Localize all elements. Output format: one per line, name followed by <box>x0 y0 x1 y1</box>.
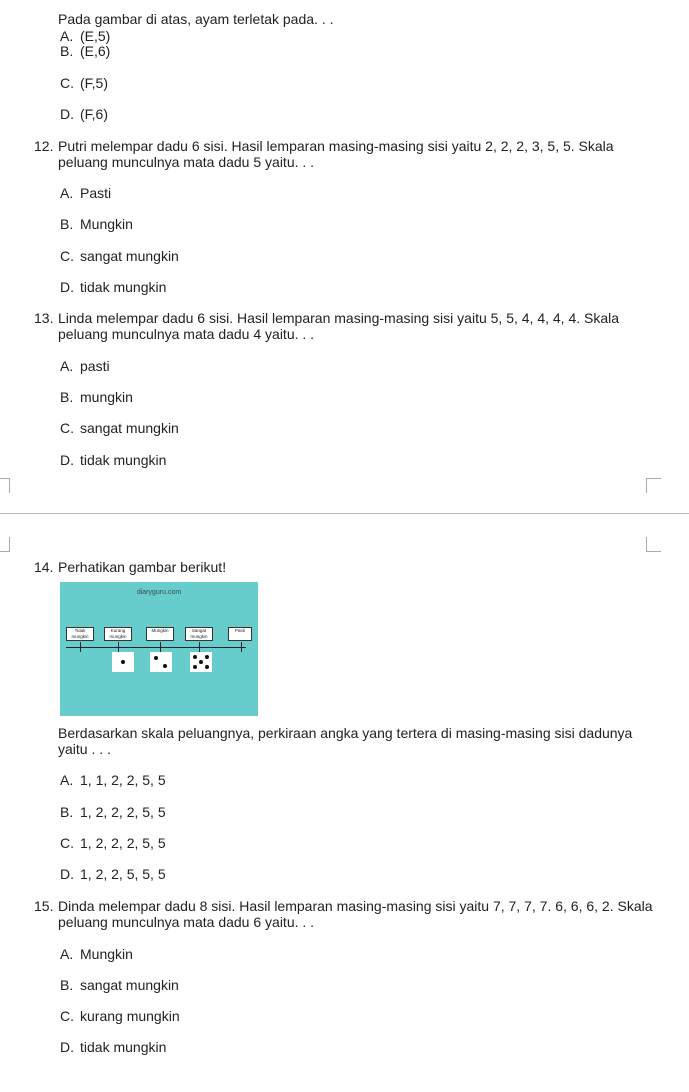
q14-number: 14. <box>34 559 54 575</box>
page-corner-mark <box>0 478 10 493</box>
scale-tick <box>118 642 119 652</box>
option-text: (F,6) <box>80 106 108 122</box>
option-text: sangat mungkin <box>80 248 179 264</box>
option-letter: B. <box>60 977 74 993</box>
option-text: sangat mungkin <box>80 977 179 993</box>
q14-option-d <box>60 866 166 883</box>
intro-question: Pada gambar di atas, ayam terletak pada. . . <box>58 11 334 27</box>
page-corner-mark <box>646 478 661 493</box>
option-letter: D. <box>60 866 74 882</box>
option-text: 1, 2, 2, 2, 5, 5 <box>80 804 166 820</box>
intro-option-b <box>60 43 110 60</box>
q12-number: 12. <box>34 138 54 154</box>
option-text: Mungkin <box>80 216 133 232</box>
scale-tick <box>199 642 200 652</box>
die-pip <box>205 655 209 659</box>
page-break-line <box>0 513 689 514</box>
q14-option-c <box>60 835 166 852</box>
die-pip <box>121 660 125 664</box>
die-face-five <box>190 652 212 672</box>
option-letter: C. <box>60 75 74 91</box>
die-pip <box>193 665 197 669</box>
option-letter: D. <box>60 1039 74 1055</box>
q12-option-a <box>60 185 111 202</box>
option-letter: C. <box>60 420 74 436</box>
q12-question: Putri melempar dadu 6 sisi. Hasil lemparan masing-masing sisi yaitu 2, 2, 2, 3, 5, 5. Skala peluang munculnya mata dadu 5 yaitu. . . <box>58 138 614 170</box>
page-corner-mark <box>0 537 10 552</box>
figure-watermark: diaryguru.com <box>136 589 182 596</box>
q14-option-a <box>60 772 166 789</box>
option-text: (E,6) <box>80 43 111 59</box>
q12-option-c <box>60 248 179 265</box>
option-letter: D. <box>60 279 74 295</box>
q14-option-b <box>60 804 166 821</box>
die-pip <box>154 656 158 660</box>
scale-tick <box>160 642 161 652</box>
q13-number: 13. <box>34 310 54 326</box>
die-pip <box>163 664 167 668</box>
option-text: 1, 1, 2, 2, 5, 5 <box>80 772 166 788</box>
scale-label-mungkin: Mungkin <box>146 627 174 641</box>
option-text: pasti <box>80 358 110 374</box>
option-text: sangat mungkin <box>80 420 179 436</box>
option-text: mungkin <box>80 389 133 405</box>
scale-tick <box>80 642 81 652</box>
die-face-one <box>112 652 134 672</box>
option-letter: A. <box>60 772 74 788</box>
option-letter: A. <box>60 28 74 44</box>
q13-option-d <box>60 452 166 469</box>
option-letter: C. <box>60 1008 74 1024</box>
scale-tick <box>241 642 242 652</box>
scale-label-kurang-mungkin: Kurang mungkin <box>104 627 132 641</box>
option-letter: B. <box>60 389 74 405</box>
q13-option-b <box>60 389 133 406</box>
intro-option-c <box>60 75 108 92</box>
option-letter: C. <box>60 248 74 264</box>
q12-option-b <box>60 216 133 233</box>
q12-option-d <box>60 279 166 296</box>
scale-label-sangat-mungkin: Sangat mungkin <box>185 627 213 641</box>
option-text: tidak mungkin <box>80 1039 167 1055</box>
die-pip <box>193 655 197 659</box>
die-pip <box>199 660 203 664</box>
scale-axis <box>66 647 246 648</box>
option-letter: A. <box>60 946 74 962</box>
option-text: tidak mungkin <box>80 279 167 295</box>
option-letter: B. <box>60 216 74 232</box>
intro-option-d <box>60 106 108 123</box>
q13-option-c <box>60 420 179 437</box>
option-letter: B. <box>60 804 74 820</box>
q14-followup: Berdasarkan skala peluangnya, perkiraan angka yang tertera di masing-masing sisi dadunya yaitu . . . <box>58 725 633 757</box>
q15-question: Dinda melempar dadu 8 sisi. Hasil lemparan masing-masing sisi yaitu 7, 7, 7, 7. 6, 6, 6, 2. Skala peluang munculnya mata dadu 6 yaitu. . . <box>58 898 653 930</box>
option-letter: B. <box>60 43 74 59</box>
option-letter: A. <box>60 185 74 201</box>
option-text: (E,5) <box>80 28 111 44</box>
q15-number: 15. <box>34 898 54 914</box>
option-text: Mungkin <box>80 946 133 962</box>
option-letter: D. <box>60 452 74 468</box>
q15-option-b <box>60 977 179 994</box>
q15-option-c <box>60 1008 180 1025</box>
option-text: 1, 2, 2, 5, 5, 5 <box>80 866 166 882</box>
option-letter: C. <box>60 835 74 851</box>
option-text: kurang mungkin <box>80 1008 180 1024</box>
q15-option-a <box>60 946 133 963</box>
option-text: (F,5) <box>80 75 108 91</box>
option-text: 1, 2, 2, 2, 5, 5 <box>80 835 166 851</box>
option-text: tidak mungkin <box>80 452 167 468</box>
option-letter: D. <box>60 106 74 122</box>
q13-question: Linda melempar dadu 6 sisi. Hasil lemparan masing-masing sisi yaitu 5, 5, 4, 4, 4, 4. Skala peluang munculnya mata dadu 4 yaitu. . . <box>58 310 620 342</box>
scale-label-tidak-mungkin: Tidak mungkin <box>66 627 94 641</box>
q14-question: Perhatikan gambar berikut! <box>58 559 227 575</box>
die-face-two <box>150 652 172 672</box>
probability-scale-figure <box>60 582 258 716</box>
die-pip <box>205 665 209 669</box>
option-text: Pasti <box>80 185 112 201</box>
scale-label-pasti: Pasti <box>228 627 252 641</box>
q13-option-a <box>60 358 110 375</box>
page-corner-mark <box>646 537 661 552</box>
option-letter: A. <box>60 358 74 374</box>
q15-option-d <box>60 1039 166 1056</box>
